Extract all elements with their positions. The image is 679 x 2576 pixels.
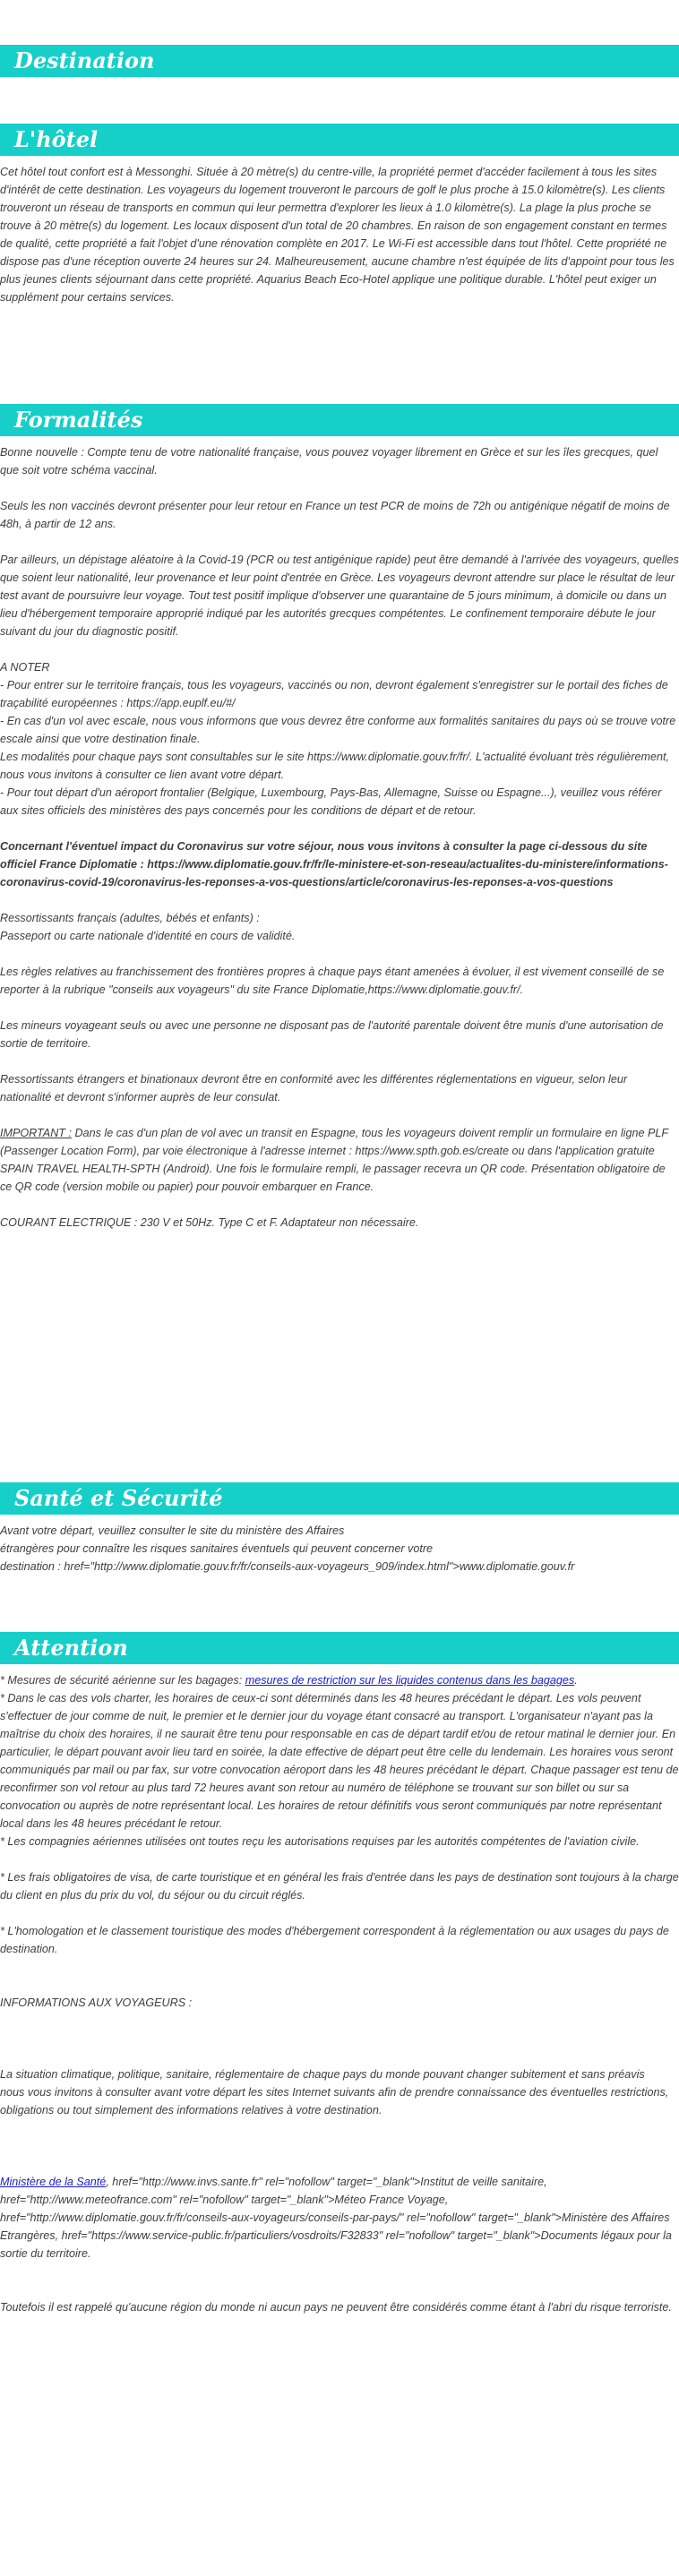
attention-bullet: * L'homologation et le classement touristique des modes d'hébergement correspondent à la réglementation ou aux usages du pays de destination. (0, 1925, 669, 1955)
formalites-paragraph: Par ailleurs, un dépistage aléatoire à la Covid-19 (PCR ou test antigénique rapide) peut être demandé à l'arrivée des voyageurs, quelles que soient leur nationalité, leur provenance et leur point d'entrée en Grèce. Les voyageurs devront attendre sur place le résultat de leur test avant de poursuivre leur voyage. Tout test positif implique d'observer une quarantaine de 5 jours minimum, à domicile ou dans un lieu d'hébergement temporaire approprié indiqué par les autorités grecques compétentes. Le confinement temporaire débute le jour suivant du jour du diagnostic positif. (0, 554, 679, 638)
formalites-paragraph: Les règles relatives au franchissement des frontières propres à chaque pays étant amenées à évoluer, il est vivement conseillé de se reporter à la rubrique "conseils aux voyageurs" du site France Diplomatie,https://www.diplomatie.gouv.fr/. (0, 966, 665, 996)
formalites-line: - Pour entrer sur le territoire français, tous les voyageurs, vaccinés ou non, devront également s'enregistrer sur le portail des fiches de traçabilité européennes : https://app.euplf.eu/#/ (0, 679, 668, 709)
hotel-description: Cet hôtel tout confort est à Messonghi. Située à 20 mètre(s) du centre-ville, la propriété permet d'accéder facilement à tous les sites d'intérêt de cette destination. Les voyageurs du logement trouveront le parcours de golf le plus proche à 15.0 kilomètre(s). Les clients trouveront un réseau de transports en commun qui leur permettra d'explorer les lieux à 1.0 kilomètre(s). La plage la plus proche se trouve à 20 mètre(s) du logement. Les locaux disposent d'un total de 20 chambres. En raison de son engagement constant en termes de qualité, cette propriété a fait l'objet d'une rénovation complète en 2017. Le Wi-Fi est accessible dans tout l'hôtel. Cette propriété ne dispose pas d'une réception ouverte 24 heures sur 24. Malheureusement, aucune chambre n'est équipée de lits d'appoint pour tous les plus jeunes clients séjournant dans cette propriété. Aquarius Beach Eco-Hotel applique une politique durable. L'hôtel peut exiger un supplément pour certains services. (0, 166, 675, 304)
section-body-formalites (0, 443, 679, 1232)
a-noter-title: A NOTER (0, 661, 50, 674)
electric-current: COURANT ELECTRIQUE : 230 V et 50Hz. Type C et F. Adaptateur non nécessaire. (0, 1216, 419, 1229)
section-title-formalites: Formalités (14, 407, 143, 433)
coronavirus-notice: Concernant l'éventuel impact du Coronavirus sur votre séjour, nous vous invitons à consulter la page ci-dessous du site officiel France Diplomatie : https://www.diplomatie.gouv.fr/fr/le-ministere-et-son-reseau/actualites-du-ministere/informations-coronavirus-covid-19/coronavirus-les-reponses-a-vos-questions/article/coronavirus-les-reponses-a-vos-questions (0, 840, 668, 889)
section-body-hotel (0, 163, 679, 306)
section-header-hotel (0, 124, 679, 156)
section-body-sante (0, 1522, 679, 1576)
formalites-paragraph: Les mineurs voyageant seuls ou avec une personne ne disposant pas de l'autorité parentale doivent être munis d'une autorisation de sortie de territoire. (0, 1019, 664, 1050)
section-title-hotel: L'hôtel (14, 126, 99, 152)
formalites-line: - Pour tout départ d'un aéroport frontalier (Belgique, Luxembourg, Pays-Bas, Allemagne, Suisse ou Espagne...), veuillez vous référer aux sites officiels des ministères des pays concernés pour les conditions de départ et de retour. (0, 786, 662, 817)
sante-line: étrangères pour connaître les risques sanitaires éventuels qui peuvent concerner votre (0, 1542, 434, 1555)
section-header-attention (0, 1632, 679, 1664)
info-voyageurs-line: nous vous invitons à consulter avant votre départ les sites Internet suivants afin de prendre connaissance des éventuelles restrictions, obligations ou tout simplement des informations relatives à votre destination. (0, 2086, 669, 2117)
section-header-destination (0, 45, 679, 77)
attention-bullet: * Les frais obligatoires de visa, de carte touristique et en général les frais d'entrée dans les pays de destination sont toujours à la charge du client en plus du prix du vol, du séjour ou du circuit réglés. (0, 1871, 679, 1902)
formalites-paragraph: Bonne nouvelle : Compte tenu de votre nationalité française, vous pouvez voyager librement en Grèce et sur les îles grecques, quel que soit votre schéma vaccinal. (0, 446, 658, 477)
attention-bullet-text: . (574, 1674, 578, 1687)
section-body-attention (0, 1671, 679, 2316)
formalites-line: Les modalités pour chaque pays sont consultables sur le site https://www.diplomatie.gouv.fr/fr/. L'actualité évoluant très régulièrement, nous vous invitons à consulter ce lien avant votre départ. (0, 751, 669, 781)
info-voyageurs-title: INFORMATIONS AUX VOYAGEURS : (0, 1996, 193, 2009)
sante-line: destination : href="http://www.diplomatie.gouv.fr/fr/conseils-aux-voyageurs_909/index.html">www.diplomatie.gouv.fr (0, 1560, 575, 1573)
ministere-sante-link[interactable]: Ministère de la Santé (0, 2176, 107, 2188)
attention-bullet (0, 1671, 679, 1689)
formalites-line: Passeport ou carte nationale d'identité en cours de validité. (0, 930, 296, 942)
useful-links (0, 2173, 679, 2263)
formalites-paragraph: Seuls les non vaccinés devront présenter pour leur retour en France un test PCR de moins de 72h ou antigénique négatif de moins de 48h, à partir de 12 ans. (0, 500, 670, 530)
section-title-destination: Destination (14, 47, 155, 73)
important-paragraph (0, 1124, 679, 1196)
terrorism-notice: Toutefois il est rappelé qu'aucune région du monde ni aucun pays ne peuvent être considérés comme étant à l'abri du risque terroriste. (0, 2301, 672, 2314)
attention-bullet: * Les compagnies aériennes utilisées ont toutes reçu les autorisations requises par les autorités compétentes de l'aviation civile. (0, 1835, 640, 1848)
sante-line: Avant votre départ, veuillez consulter le site du ministère des Affaires (0, 1524, 345, 1537)
important-label: IMPORTANT : (0, 1127, 72, 1139)
formalites-line: Ressortissants français (adultes, bébés et enfants) : (0, 912, 260, 924)
section-header-sante (0, 1482, 679, 1515)
useful-links-text: , href="http://www.invs.sante.fr" rel="nofollow" target="_blank">Institut de veille sanitaire, href="http://www.meteofrance.com" rel="nofollow" target="_blank">Méteo France Voyage, href="http://www.diplomatie.gouv.fr/fr/conseils-aux-voyageurs/conseils-par-pays/" rel="nofollow" target="_blank">Ministère des Affaires Etrangères, href="https://www.service-public.fr/particuliers/vosdroits/F32833" rel="nofollow" target="_blank">Documents légaux pour la sortie du territoire. (0, 2176, 672, 2260)
formalites-line: - En cas d'un vol avec escale, nous vous informons que vous devrez être conforme aux formalités sanitaires du pays où se trouve votre escale ainsi que votre destination finale. (0, 715, 676, 745)
section-header-formalites (0, 404, 679, 436)
info-voyageurs-line: La situation climatique, politique, sanitaire, réglementaire de chaque pays du monde pouvant changer subitement et sans préavis (0, 2068, 645, 2081)
formalites-paragraph: Ressortissants étrangers et binationaux devront être en conformité avec les différentes réglementations en vigueur, selon leur nationalité et devront s'informer auprès de leur consulat. (0, 1073, 628, 1103)
attention-bullet-text: * Mesures de sécurité aérienne sur les bagages: (0, 1674, 245, 1687)
section-title-sante: Santé et Sécurité (14, 1485, 223, 1511)
section-title-attention: Attention (14, 1635, 128, 1661)
liquids-restriction-link[interactable]: mesures de restriction sur les liquides contenus dans les bagages (245, 1674, 575, 1687)
attention-bullet: * Dans le cas des vols charter, les horaires de ceux-ci sont déterminés dans les 48 heures précédant le départ. Les vols peuvent s'effectuer de jour comme de nuit, le premier et le dernier jour du voyage étant consacré au transport. L'organisateur n'ayant pas la maîtrise du choix des horaires, il ne saurait être tenu pour responsable en cas de départ tardif et/ou de retour matinal le dernier jour. En particulier, le départ pouvant avoir lieu tard en soirée, la date effective de départ peut être celle du lendemain. Les horaires vous seront communiqués par mail ou par fax, sur votre convocation aéroport dans les 48 heures précédant le départ. Chaque passager est tenu de reconfirmer son vol retour au plus tard 72 heures avant son retour au numéro de téléphone se trouvant sur son billet ou sur sa convocation ou auprès de notre représentant local. Les horaires de retour définitifs vous seront communiqués par notre représentant local dans les 48 heures précédant le retour. (0, 1692, 679, 1830)
important-text: Dans le cas d'un plan de vol avec un transit en Espagne, tous les voyageurs doivent remplir un formulaire en ligne PLF (Passenger Location Form), par voie électronique à l'adresse internet : https://www.spth.gob.es/create ou dans l'application gratuite SPAIN TRAVEL HEALTH-SPTH (Android). Une fois le formulaire rempli, le passager recevra un QR code. Présentation obligatoire de ce QR code (version mobile ou papier) pour pouvoir embarquer en France. (0, 1127, 668, 1193)
